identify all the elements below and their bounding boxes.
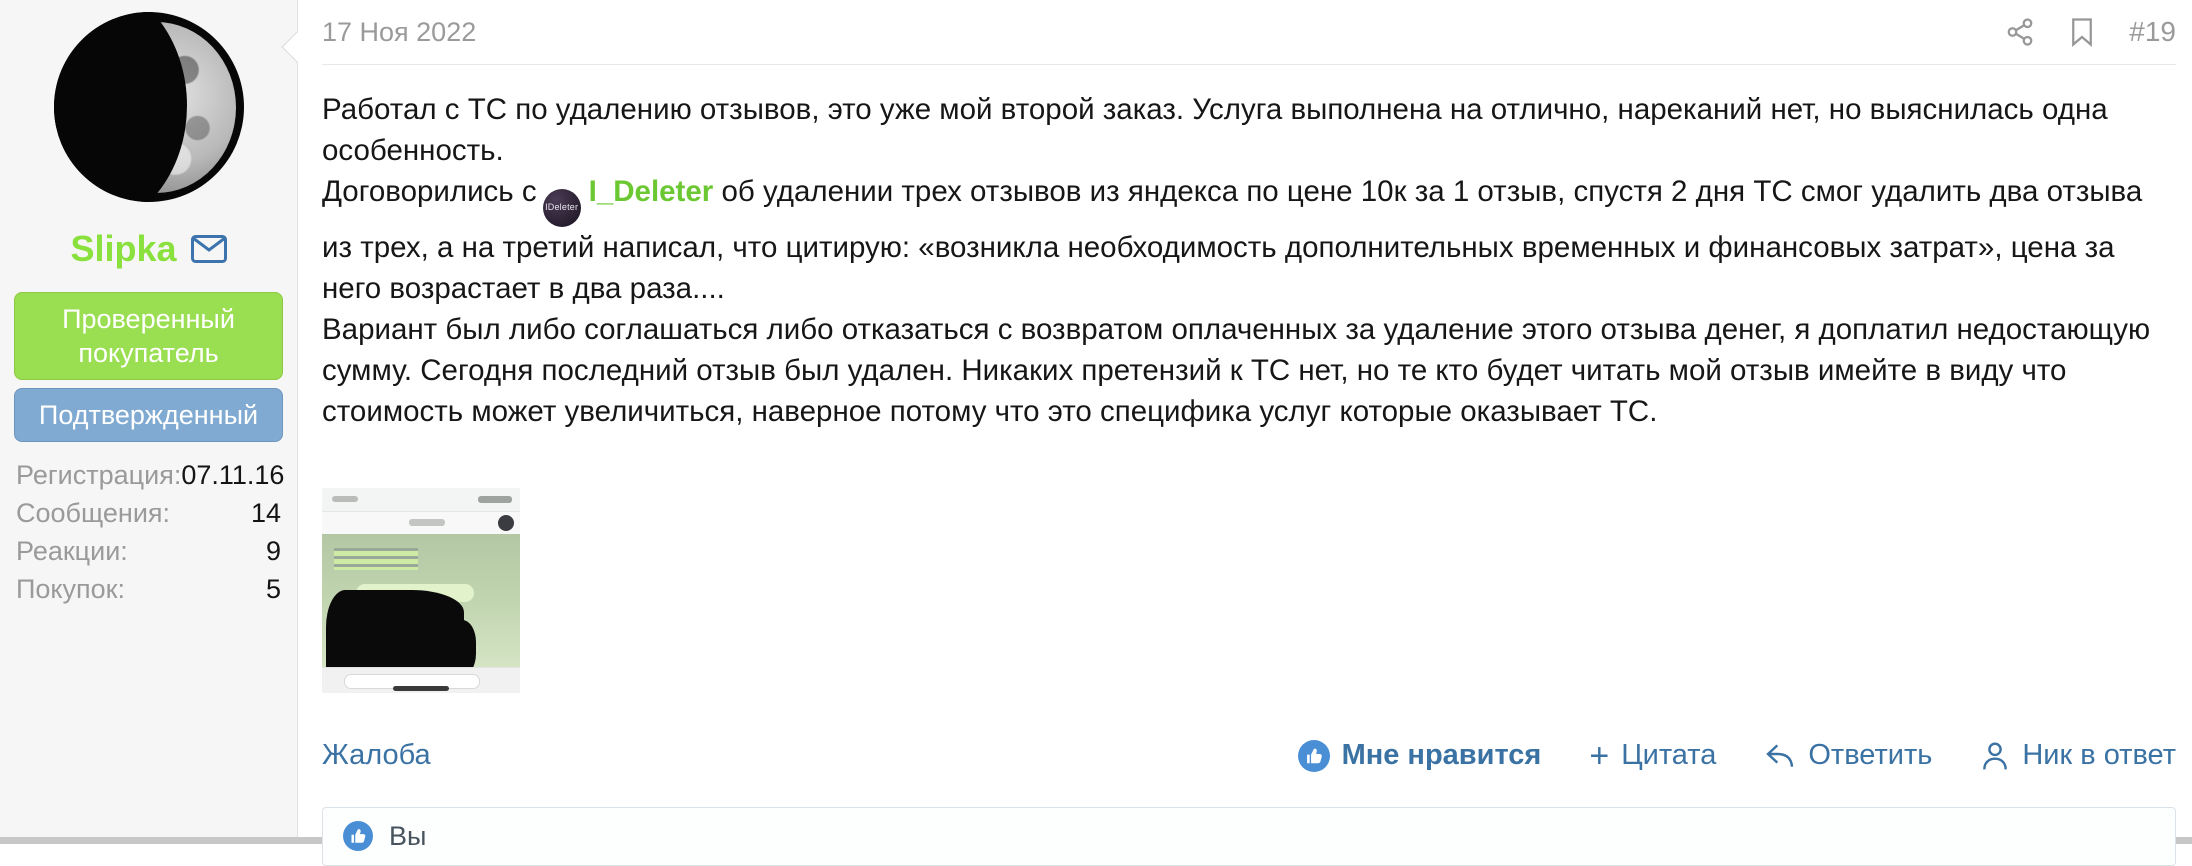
stat-value: 9 — [265, 536, 281, 566]
attachment-thumbnail[interactable] — [322, 488, 520, 693]
chat-navbar — [322, 512, 520, 534]
stat-registration — [16, 456, 285, 494]
reactions-bar[interactable] — [322, 807, 2176, 866]
mention-user-chip[interactable] — [537, 175, 714, 212]
reaction-you-label[interactable]: Вы — [389, 820, 427, 851]
post-date-link[interactable]: 17 Ноя 2022 — [322, 16, 477, 47]
bookmark-icon[interactable] — [2069, 17, 2095, 47]
plus-icon: + — [1589, 736, 1610, 775]
stat-label: Сообщения: — [16, 498, 171, 528]
stat-value: 07.11.16 — [181, 460, 285, 490]
share-icon[interactable] — [2005, 17, 2035, 47]
post-paragraph-1: Работал с ТС по удалению отзывов, это уже мой второй заказ. Услуга выполнена на отлично, нареканий нет, но выяснилась одна особенность. — [322, 93, 2108, 167]
reply-button[interactable] — [1764, 739, 1932, 772]
home-indicator — [393, 686, 449, 691]
badge-confirmed: Подтвержденный — [14, 388, 283, 442]
user-stats — [0, 456, 297, 608]
person-icon — [1980, 740, 2010, 772]
chat-bubble-green — [328, 542, 424, 576]
like-button[interactable] — [1298, 739, 1542, 772]
like-icon — [343, 821, 373, 851]
quote-button[interactable] — [1589, 736, 1717, 775]
post-content-area — [298, 0, 2192, 851]
quote-label: Цитата — [1621, 739, 1717, 771]
stat-messages — [16, 494, 281, 532]
stat-label: Покупок: — [16, 574, 125, 604]
like-label: Мне нравится — [1341, 739, 1542, 771]
username-link[interactable]: Slipka — [70, 228, 177, 269]
stat-value: 5 — [265, 574, 281, 604]
report-link[interactable]: Жалоба — [322, 739, 431, 771]
envelope-icon[interactable] — [191, 235, 227, 263]
post-body-text — [322, 89, 2176, 432]
stat-label: Регистрация: — [16, 460, 182, 490]
reply-arrow-icon — [1764, 740, 1796, 772]
chat-background — [322, 534, 520, 667]
badge-verified-buyer: Проверенный покупатель — [14, 292, 283, 380]
nick-reply-button[interactable] — [1980, 739, 2176, 772]
user-avatar[interactable] — [54, 12, 244, 202]
post-actions — [322, 736, 2176, 775]
stat-value: 14 — [250, 498, 281, 528]
mention-username: I_Deleter — [588, 175, 714, 208]
user-sidebar — [0, 0, 298, 837]
stat-purchases — [16, 570, 281, 608]
post-number-link[interactable]: #19 — [2129, 16, 2176, 47]
moon-shadow — [54, 12, 187, 202]
like-icon — [1298, 740, 1330, 772]
post-header — [322, 10, 2176, 65]
mention-avatar: IDeleter — [543, 189, 581, 227]
stat-label: Реакции: — [16, 536, 128, 566]
phone-status-bar — [322, 488, 520, 512]
post-paragraph-3: Вариант был либо соглашаться либо отказаться с возвратом оплаченных за удаление этого отзыва денег, я доплатил недостающую сумму. Сегодня последний отзыв был удален. Никаких претензий к ТС нет, но те кто будет читать мой отзыв имейте в виду что стоимость может увеличиться, наверное потому что это специфика услуг которые оказывает ТС. — [322, 312, 2151, 428]
stat-reactions — [16, 532, 281, 570]
post-paragraph-2-after: об удалении трех отзывов из яндекса по цене 10к за 1 отзыв, спустя 2 дня ТС смог удалить два отзыва из трех, а на третий написал, что цитирую: «возникла необходимость дополнительных временных и финансовых затрат», цена за него возрастает в два раза.... — [322, 175, 2143, 305]
post-paragraph-2-before: Договорились с — [322, 175, 537, 208]
reply-label: Ответить — [1808, 739, 1933, 771]
nick-reply-label: Ник в ответ — [2022, 739, 2176, 771]
